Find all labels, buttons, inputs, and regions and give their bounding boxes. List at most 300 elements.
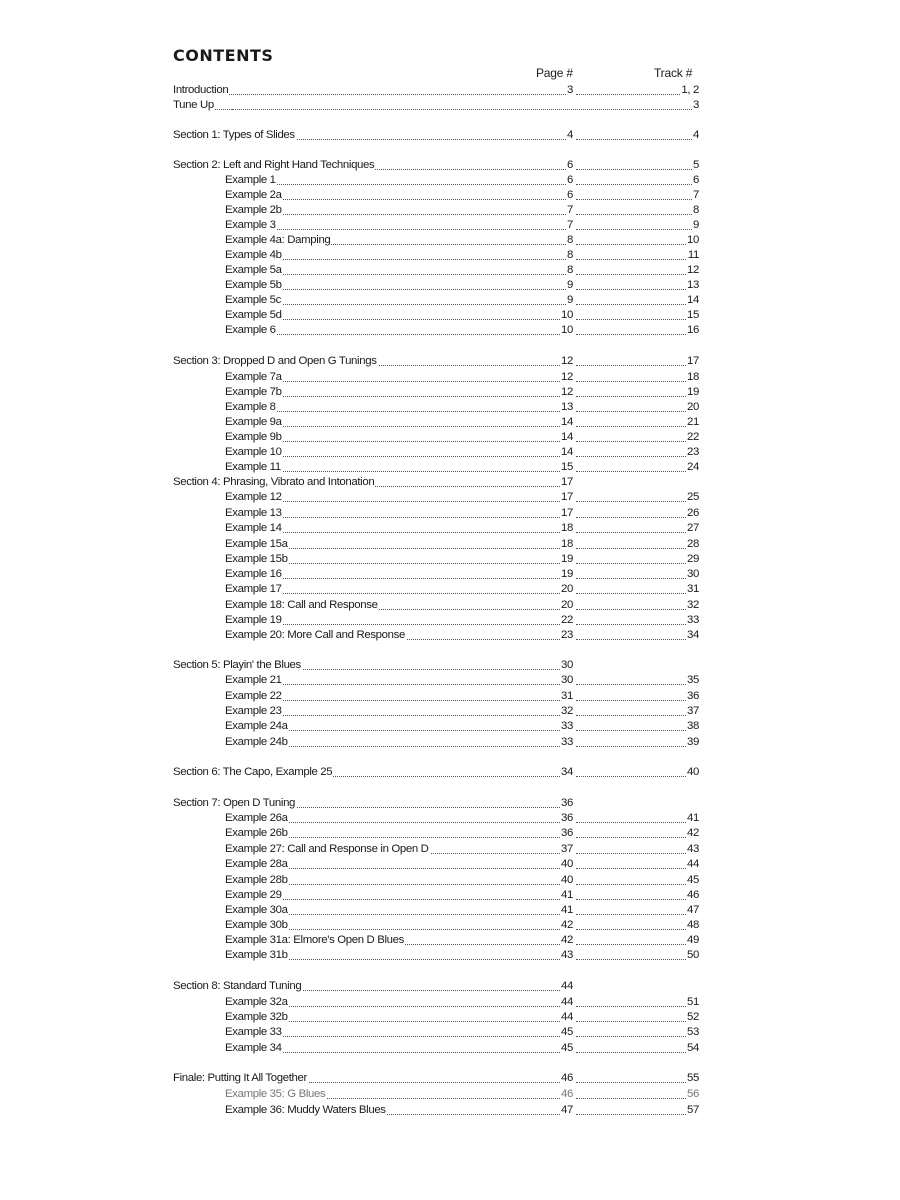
toc-track-number: 24 (687, 461, 699, 473)
toc-track-number: 30 (687, 568, 699, 580)
dot-leader (576, 289, 696, 290)
toc-page-number: 10 (561, 324, 573, 336)
toc-entry-label: Section 1: Types of Slides (173, 129, 295, 141)
toc-page-number: 20 (561, 583, 573, 595)
toc-page-number: 17 (561, 507, 573, 519)
toc-track-number: 42 (687, 827, 699, 839)
toc-track-number: 5 (693, 159, 699, 171)
toc-entry-label: Section 3: Dropped D and Open G Tunings (173, 355, 377, 367)
toc-row (0, 598, 900, 613)
toc-row (0, 400, 900, 415)
toc-row (0, 83, 900, 98)
toc-page-number: 14 (561, 446, 573, 458)
dot-leader (576, 169, 696, 170)
dot-leader (576, 456, 696, 457)
toc-row (0, 948, 900, 963)
toc-track-number: 13 (687, 279, 699, 291)
toc-page-number: 37 (561, 843, 573, 855)
toc-row (0, 1071, 900, 1086)
dot-leader (576, 1036, 696, 1037)
toc-track-number: 55 (687, 1072, 699, 1084)
dot-leader (232, 229, 570, 230)
dot-leader (576, 426, 696, 427)
toc-track-number: 33 (687, 614, 699, 626)
toc-row (0, 430, 900, 445)
toc-row (0, 506, 900, 521)
toc-track-number: 49 (687, 934, 699, 946)
dot-leader (232, 517, 570, 518)
toc-row (0, 385, 900, 400)
toc-page-number: 31 (561, 690, 573, 702)
toc-row (0, 613, 900, 628)
dot-leader (232, 259, 570, 260)
toc-entry-label: Example 5b (225, 279, 282, 291)
toc-entry-label: Example 26a (225, 812, 288, 824)
toc-entry-label: Example 20: More Call and Response (225, 629, 405, 641)
dot-leader (576, 837, 696, 838)
toc-entry-label: Example 28a (225, 858, 288, 870)
dot-leader (232, 578, 570, 579)
toc-page-number: 23 (561, 629, 573, 641)
toc-row (0, 918, 900, 933)
dot-leader (576, 365, 696, 366)
toc-row (0, 1041, 900, 1056)
toc-row (0, 582, 900, 597)
toc-page-number: 6 (567, 174, 573, 186)
toc-row (0, 658, 900, 673)
toc-entry-label: Section 2: Left and Right Hand Techniques (173, 159, 375, 171)
dot-leader (576, 914, 696, 915)
toc-row (0, 128, 900, 143)
toc-page-number: 18 (561, 538, 573, 550)
dot-leader (232, 304, 570, 305)
toc-row (0, 233, 900, 248)
toc-entry-label: Section 6: The Capo, Example 25 (173, 766, 333, 778)
toc-row (0, 263, 900, 278)
dot-leader (576, 184, 696, 185)
toc-track-number: 17 (687, 355, 699, 367)
dot-leader (576, 274, 696, 275)
dot-leader (232, 471, 570, 472)
dot-leader (232, 1036, 570, 1037)
toc-page-number: 12 (561, 386, 573, 398)
toc-row (0, 628, 900, 643)
toc-track-number: 23 (687, 446, 699, 458)
dot-leader (576, 899, 696, 900)
dot-leader (232, 214, 570, 215)
toc-track-number: 44 (687, 858, 699, 870)
page-title: CONTENTS (173, 46, 274, 65)
dot-leader (232, 289, 570, 290)
dot-leader (576, 578, 696, 579)
toc-row (0, 354, 900, 369)
toc-row (0, 567, 900, 582)
dot-leader (180, 94, 570, 95)
toc-row (0, 811, 900, 826)
toc-row (0, 490, 900, 505)
toc-row (0, 857, 900, 872)
toc-entry-label: Example 4a: Damping (225, 234, 331, 246)
toc-page-number: 13 (561, 401, 573, 413)
dot-leader (576, 746, 696, 747)
dot-leader (576, 609, 696, 610)
toc-entry-label: Example 10 (225, 446, 282, 458)
toc-track-number: 18 (687, 371, 699, 383)
dot-leader (576, 471, 696, 472)
toc-page-number: 41 (561, 889, 573, 901)
toc-row (0, 203, 900, 218)
toc-entry-label: Example 1 (225, 174, 276, 186)
dot-leader (576, 853, 696, 854)
toc-page-number: 46 (561, 1072, 573, 1084)
toc-track-number: 51 (687, 996, 699, 1008)
toc-row (0, 188, 900, 203)
toc-page-number: 36 (561, 812, 573, 824)
toc-row (0, 765, 900, 780)
toc-track-number: 10 (687, 234, 699, 246)
toc-track-number: 32 (687, 599, 699, 611)
toc-entry-label: Tune Up (173, 99, 214, 111)
toc-entry-label: Example 36: Muddy Waters Blues (225, 1104, 386, 1116)
toc-track-number: 53 (687, 1026, 699, 1038)
toc-entry-label: Example 34 (225, 1042, 282, 1054)
dot-leader (576, 639, 696, 640)
toc-track-number: 1, 2 (681, 84, 699, 96)
toc-track-number: 11 (687, 249, 699, 261)
toc-entry-label: Example 22 (225, 690, 282, 702)
toc-track-number: 50 (687, 949, 699, 961)
dot-leader (576, 868, 696, 869)
toc-page-number: 30 (561, 674, 573, 686)
toc-row (0, 218, 900, 233)
toc-entry-label: Finale: Putting It All Together (173, 1072, 307, 1084)
toc-entry-label: Example 17 (225, 583, 282, 595)
toc-entry-label: Introduction (173, 84, 229, 96)
toc-track-number: 16 (687, 324, 699, 336)
dot-leader (576, 411, 696, 412)
dot-leader (576, 624, 696, 625)
toc-track-number: 8 (693, 204, 699, 216)
toc-entry-label: Example 28b (225, 874, 288, 886)
toc-page-number: 9 (567, 294, 573, 306)
toc-page-number: 19 (561, 553, 573, 565)
dot-leader (576, 381, 696, 382)
toc-row (0, 979, 900, 994)
toc-entry-label: Example 7a (225, 371, 282, 383)
toc-row (0, 552, 900, 567)
toc-page-number: 41 (561, 904, 573, 916)
dot-leader (576, 1098, 696, 1099)
dot-leader (576, 1006, 696, 1007)
toc-entry-label: Example 24b (225, 736, 288, 748)
dot-leader (576, 700, 696, 701)
toc-row (0, 475, 900, 490)
toc-entry-label: Section 4: Phrasing, Vibrato and Intonation (173, 476, 375, 488)
toc-page-number: 44 (561, 996, 573, 1008)
toc-track-number: 54 (687, 1042, 699, 1054)
toc-row (0, 673, 900, 688)
toc-row (0, 98, 900, 113)
dot-leader (576, 684, 696, 685)
toc-track-number: 20 (687, 401, 699, 413)
dot-leader (576, 139, 696, 140)
toc-page-number: 44 (561, 980, 573, 992)
toc-entry-label: Example 21 (225, 674, 282, 686)
toc-entry-label: Example 18: Call and Response (225, 599, 378, 611)
toc-entry-label: Example 2a (225, 189, 282, 201)
toc-entry-label: Example 15a (225, 538, 288, 550)
dot-leader (576, 244, 696, 245)
toc-track-number: 19 (687, 386, 699, 398)
dot-leader (232, 624, 570, 625)
toc-entry-label: Example 24a (225, 720, 288, 732)
toc-track-number: 3 (693, 99, 699, 111)
toc-page-number: 19 (561, 568, 573, 580)
toc-entry-label: Example 11 (225, 461, 281, 473)
toc-track-number: 45 (687, 874, 699, 886)
toc-entry-label: Example 13 (225, 507, 282, 519)
dot-leader (576, 563, 696, 564)
toc-page-number: 36 (561, 797, 573, 809)
toc-page-number: 32 (561, 705, 573, 717)
toc-entry-label: Example 5d (225, 309, 282, 321)
dot-leader (576, 1021, 696, 1022)
toc-row (0, 1103, 900, 1118)
toc-row (0, 1010, 900, 1025)
dot-leader (576, 944, 696, 945)
toc-row (0, 796, 900, 811)
toc-page-number: 3 (567, 84, 573, 96)
toc-page-number: 12 (561, 371, 573, 383)
dot-leader (576, 548, 696, 549)
dot-leader (576, 199, 696, 200)
dot-leader (576, 229, 696, 230)
toc-page-number: 4 (567, 129, 573, 141)
dot-leader (576, 1052, 696, 1053)
dot-leader (576, 517, 696, 518)
toc-entry-label: Example 23 (225, 705, 282, 717)
dot-leader (232, 501, 570, 502)
toc-row (0, 460, 900, 475)
track-number-column-header: Track # (654, 66, 693, 80)
dot-leader (576, 501, 696, 502)
toc-page-number: 6 (567, 159, 573, 171)
toc-page-number: 9 (567, 279, 573, 291)
toc-track-number: 27 (687, 522, 699, 534)
toc-entry-label: Example 29 (225, 889, 282, 901)
toc-page-number: 15 (561, 461, 573, 473)
toc-row (0, 842, 900, 857)
toc-page-number: 33 (561, 720, 573, 732)
toc-row (0, 248, 900, 263)
dot-leader (576, 593, 696, 594)
toc-entry-label: Example 16 (225, 568, 282, 580)
toc-page-number: 30 (561, 659, 573, 671)
toc-row (0, 308, 900, 323)
toc-row (0, 293, 900, 308)
toc-entry-label: Example 12 (225, 491, 282, 503)
toc-entry-label: Section 5: Playin' the Blues (173, 659, 301, 671)
toc-page-number: 17 (561, 491, 573, 503)
dot-leader (576, 214, 696, 215)
toc-row (0, 445, 900, 460)
dot-leader (576, 715, 696, 716)
dot-leader (232, 1052, 570, 1053)
dot-leader (232, 319, 570, 320)
toc-page-number: 43 (561, 949, 573, 961)
toc-track-number: 43 (687, 843, 699, 855)
toc-row (0, 933, 900, 948)
toc-row (0, 995, 900, 1010)
toc-page-number: 8 (567, 264, 573, 276)
page-number-column-header: Page # (536, 66, 573, 80)
toc-track-number: 41 (687, 812, 699, 824)
toc-entry-label: Example 9a (225, 416, 282, 428)
toc-page-number: 20 (561, 599, 573, 611)
toc-entry-label: Section 8: Standard Tuning (173, 980, 302, 992)
toc-row (0, 521, 900, 536)
dot-leader (576, 959, 696, 960)
toc-track-number: 28 (687, 538, 699, 550)
dot-leader (576, 94, 696, 95)
toc-track-number: 15 (687, 309, 699, 321)
toc-track-number: 31 (687, 583, 699, 595)
toc-track-number: 47 (687, 904, 699, 916)
toc-entry-label: Example 4b (225, 249, 282, 261)
toc-page-number: 8 (567, 234, 573, 246)
dot-leader (232, 593, 570, 594)
dot-leader (576, 532, 696, 533)
toc-row (0, 323, 900, 338)
toc-entry-label: Example 33 (225, 1026, 282, 1038)
toc-page-number: 6 (567, 189, 573, 201)
toc-row (0, 370, 900, 385)
toc-entry-label: Example 7b (225, 386, 282, 398)
dot-leader (576, 776, 696, 777)
dot-leader (232, 684, 570, 685)
toc-track-number: 57 (687, 1104, 699, 1116)
dot-leader (232, 899, 570, 900)
dot-leader (232, 109, 696, 110)
toc-track-number: 6 (693, 174, 699, 186)
toc-page-number: 8 (567, 249, 573, 261)
toc-track-number: 9 (693, 219, 699, 231)
toc-track-number: 48 (687, 919, 699, 931)
toc-track-number: 46 (687, 889, 699, 901)
toc-page-number: 42 (561, 934, 573, 946)
toc-track-number: 35 (687, 674, 699, 686)
dot-leader (576, 259, 696, 260)
toc-entry-label: Example 5c (225, 294, 282, 306)
dot-leader (232, 334, 570, 335)
toc-track-number: 36 (687, 690, 699, 702)
toc-row (0, 903, 900, 918)
toc-entry-label: Example 30b (225, 919, 288, 931)
toc-entry-label: Example 14 (225, 522, 282, 534)
toc-track-number: 39 (687, 736, 699, 748)
toc-page-number: 17 (561, 476, 573, 488)
toc-row (0, 873, 900, 888)
toc-entry-label: Example 3 (225, 219, 276, 231)
toc-track-number: 25 (687, 491, 699, 503)
toc-row (0, 719, 900, 734)
dot-leader (576, 1114, 696, 1115)
toc-row (0, 537, 900, 552)
toc-entry-label: Example 8 (225, 401, 276, 413)
dot-leader (232, 715, 570, 716)
dot-leader (232, 441, 570, 442)
toc-track-number: 52 (687, 1011, 699, 1023)
toc-page-number: 7 (567, 219, 573, 231)
toc-entry-label: Example 15b (225, 553, 288, 565)
toc-track-number: 7 (693, 189, 699, 201)
toc-entry-label: Example 32a (225, 996, 288, 1008)
dot-leader (232, 184, 570, 185)
dot-leader (576, 884, 696, 885)
toc-row (0, 1087, 900, 1102)
toc-row (0, 1025, 900, 1040)
toc-page-number: 33 (561, 736, 573, 748)
toc-page-number: 45 (561, 1042, 573, 1054)
dot-leader (232, 396, 570, 397)
toc-page-number: 14 (561, 431, 573, 443)
toc-page-number: 45 (561, 1026, 573, 1038)
toc-page-number: 7 (567, 204, 573, 216)
toc-track-number: 56 (687, 1088, 699, 1100)
toc-page-number: 34 (561, 766, 573, 778)
toc-entry-label: Example 31a: Elmore's Open D Blues (225, 934, 404, 946)
toc-row (0, 278, 900, 293)
toc-track-number: 4 (693, 129, 699, 141)
dot-leader (576, 822, 696, 823)
toc-entry-label: Example 30a (225, 904, 288, 916)
toc-page-number: 42 (561, 919, 573, 931)
toc-track-number: 38 (687, 720, 699, 732)
dot-leader (232, 456, 570, 457)
toc-page-number: 44 (561, 1011, 573, 1023)
toc-page-number: 40 (561, 858, 573, 870)
dot-leader (576, 334, 696, 335)
toc-row (0, 158, 900, 173)
toc-row (0, 735, 900, 750)
toc-entry-label: Example 9b (225, 431, 282, 443)
toc-entry-label: Example 6 (225, 324, 276, 336)
dot-leader (232, 381, 570, 382)
toc-page-number: 46 (561, 1088, 573, 1100)
dot-leader (576, 396, 696, 397)
toc-page-number: 40 (561, 874, 573, 886)
toc-page-number: 12 (561, 355, 573, 367)
toc-page-number: 22 (561, 614, 573, 626)
toc-track-number: 26 (687, 507, 699, 519)
toc-row (0, 888, 900, 903)
dot-leader (232, 199, 570, 200)
dot-leader (232, 274, 570, 275)
toc-row (0, 173, 900, 188)
toc-entry-label: Example 19 (225, 614, 282, 626)
dot-leader (232, 426, 570, 427)
dot-leader (232, 411, 570, 412)
toc-entry-label: Example 27: Call and Response in Open D (225, 843, 429, 855)
dot-leader (232, 700, 570, 701)
toc-page-number: 47 (561, 1104, 573, 1116)
toc-entry-label: Section 7: Open D Tuning (173, 797, 296, 809)
toc-entry-label: Example 35: G Blues (225, 1088, 326, 1100)
dot-leader (576, 319, 696, 320)
toc-track-number: 14 (687, 294, 699, 306)
toc-track-number: 12 (687, 264, 699, 276)
toc-track-number: 29 (687, 553, 699, 565)
